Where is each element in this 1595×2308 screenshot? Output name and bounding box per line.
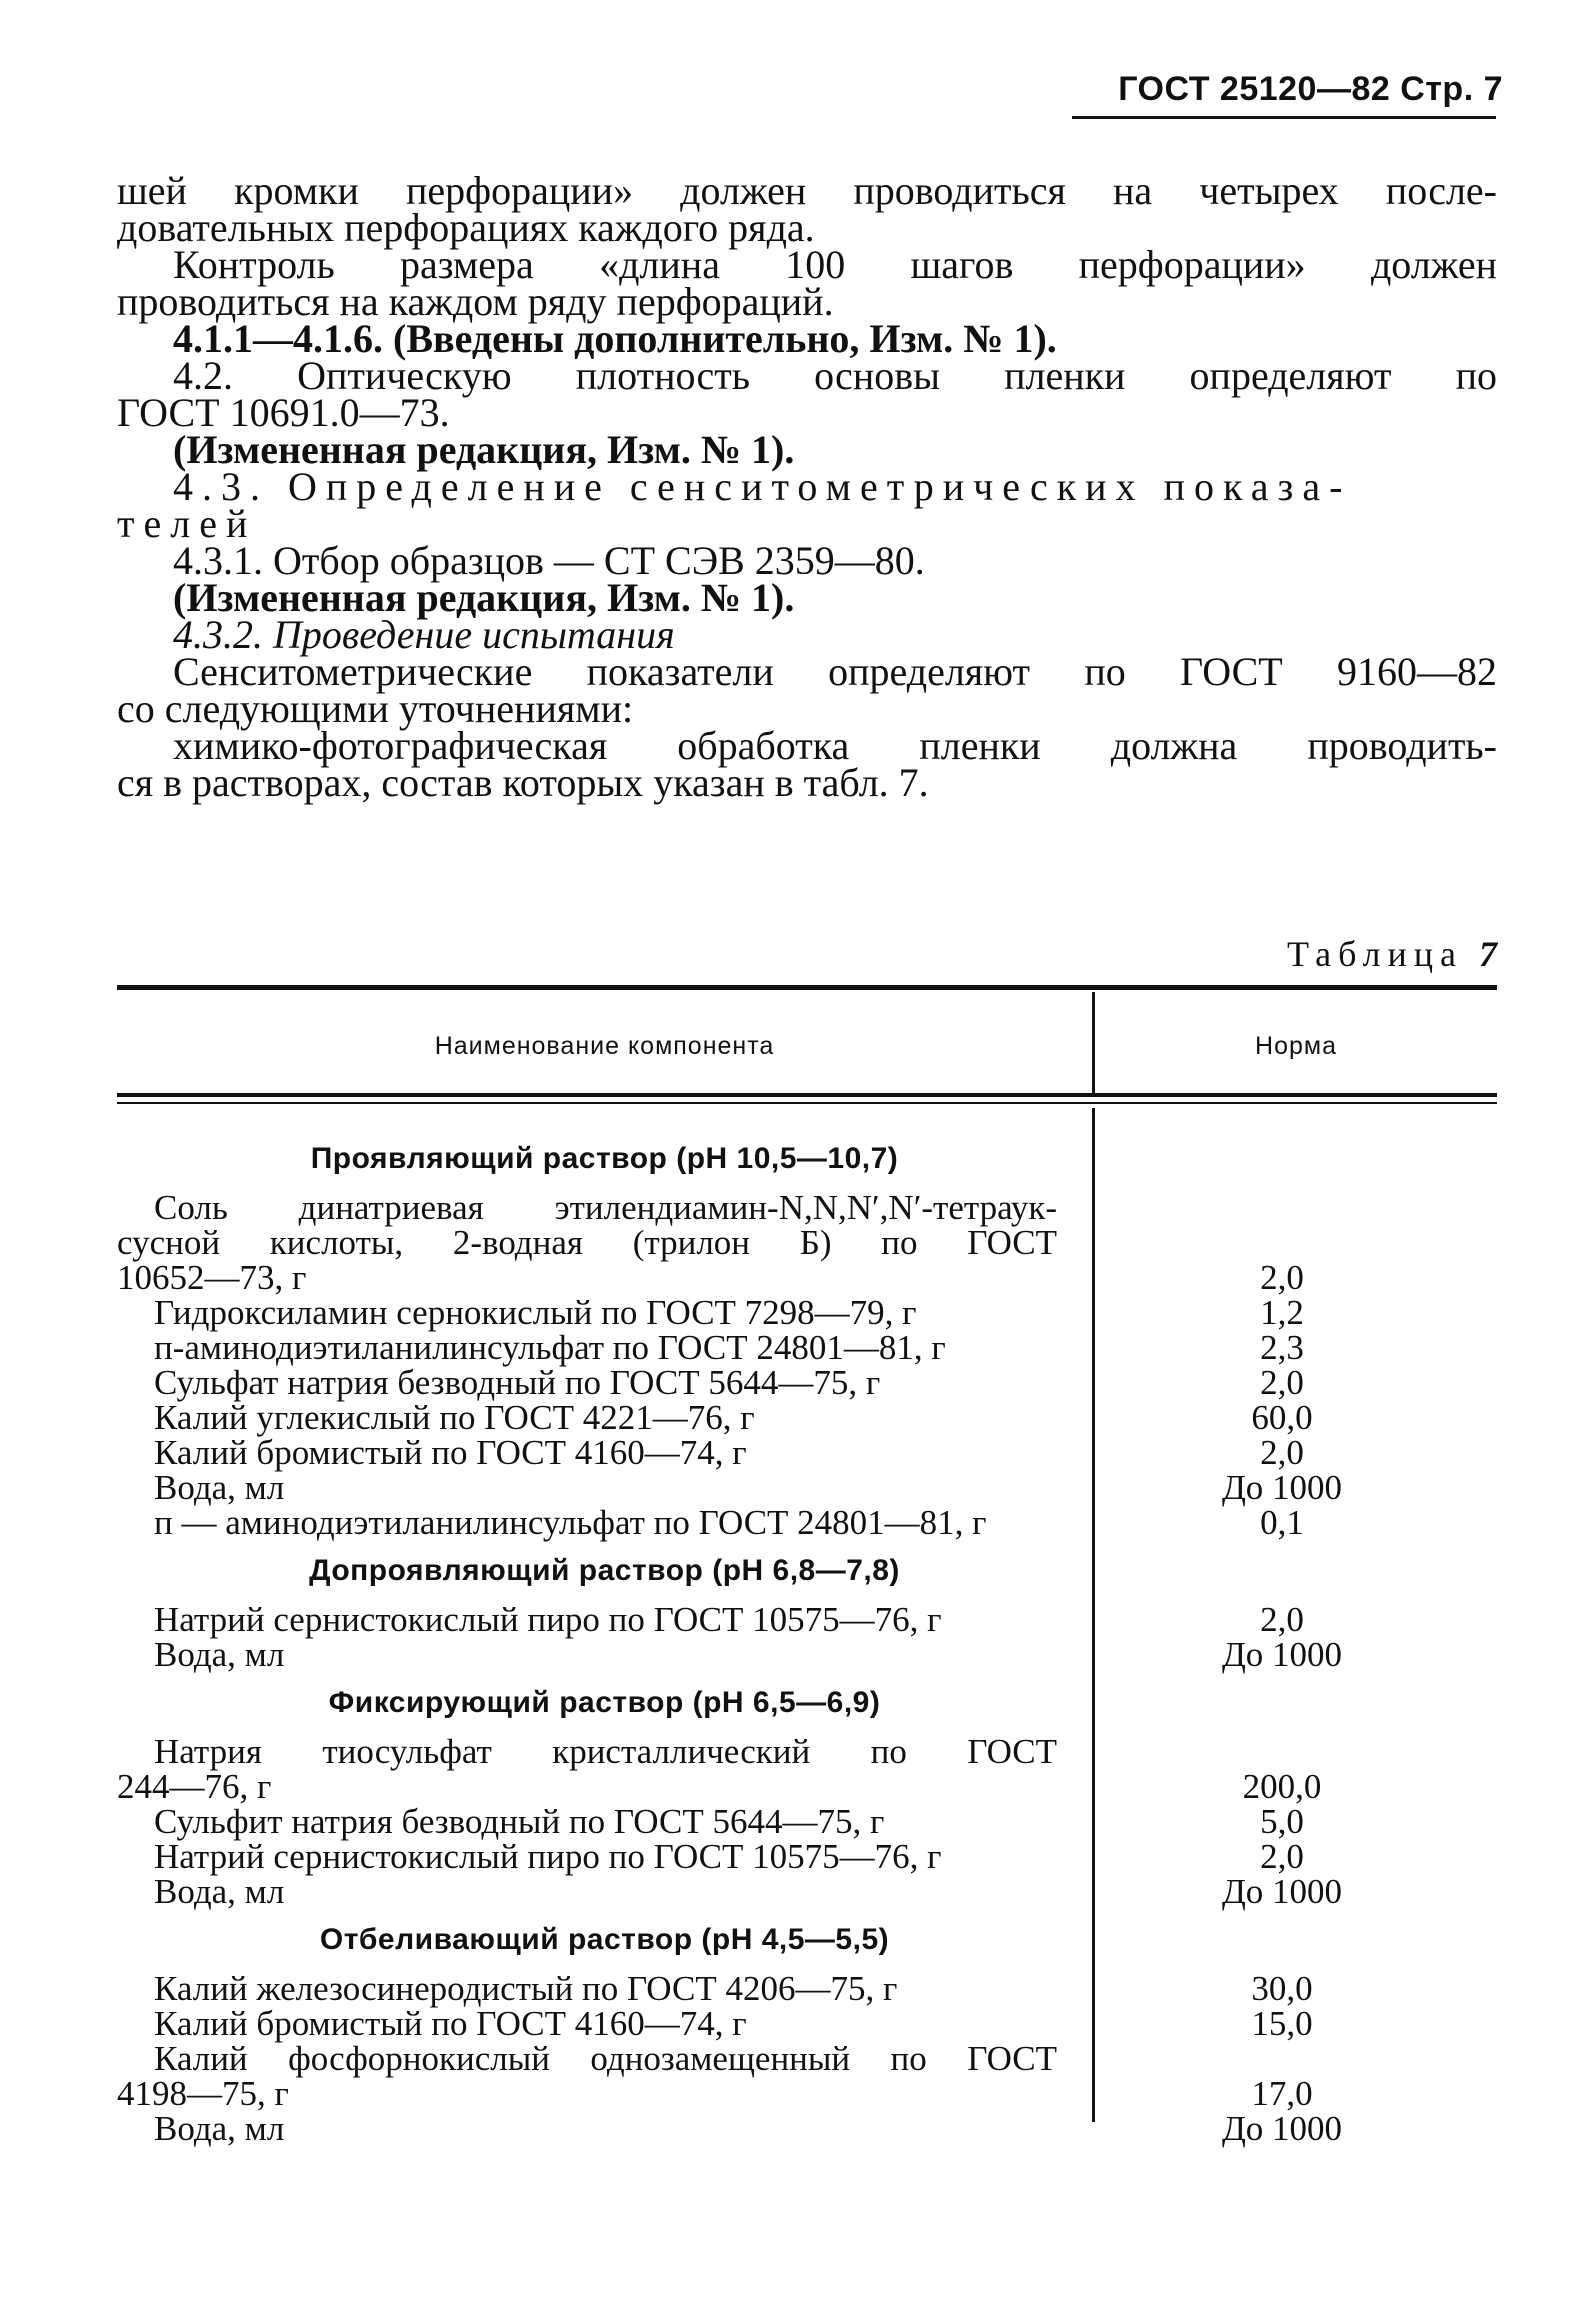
component-norm: До 1000 [1221,1468,1343,1507]
table-body [117,1128,1497,2146]
text-line: Сенситометрические показатели определяют по ГОСТ 9160—82 [173,649,1497,694]
component-norm: 17,0 [1251,2074,1313,2113]
table-row [117,1637,1497,1672]
table-row [117,1971,1497,2006]
table-row [117,2076,1497,2111]
component-name: Вода, мл [154,1872,285,1911]
text-line: проводиться на каждом ряду перфораций. [117,279,834,324]
component-name: Калий фосфорнокислый однозамещенный по ГОСТ [154,2039,1057,2078]
column-header-norm: Норма [1255,1032,1337,1060]
table-row [117,1470,1497,1505]
component-norm: До 1000 [1221,2109,1343,2148]
header-rule [1072,116,1496,119]
table-row [117,1602,1497,1637]
component-norm: 30,0 [1251,1969,1313,2008]
table-row [117,1225,1497,1260]
text-line: 4.3.1. Отбор образцов — СТ СЭВ 2359—80. [173,538,925,583]
section-header [117,1909,1497,1971]
section-header [117,1540,1497,1602]
table-top-rule [117,985,1497,990]
table-row [117,2041,1497,2076]
component-name: 10652—73, г [117,1258,307,1297]
component-name: Сульфат натрия безводный по ГОСТ 5644—75, г [154,1363,881,1402]
component-norm: 60,0 [1251,1398,1313,1437]
section-header [117,1128,1497,1190]
text-line: 4.2. Оптическую плотность основы пленки определяют по [173,353,1497,398]
table-caption-word: Таблица [1287,934,1463,974]
component-norm: 1,2 [1260,1293,1304,1332]
table-row [117,1839,1497,1874]
text-line: телей [117,501,257,546]
column-header-name: Наименование компонента [434,1032,775,1060]
table-row [117,1734,1497,1769]
component-name: Калий углекислый по ГОСТ 4221—76, г [154,1398,755,1437]
component-name: Гидроксиламин сернокислый по ГОСТ 7298—79, г [154,1293,917,1332]
table-row [117,1435,1497,1470]
component-name: Калий бромистый по ГОСТ 4160—74, г [154,1433,747,1472]
text-line: 4.3. Определение сенситометрических показа- [173,464,1352,509]
component-name: Вода, мл [154,1468,285,1507]
component-norm: 5,0 [1260,1802,1304,1841]
component-norm: До 1000 [1221,1635,1343,1674]
table-header-rule [117,1093,1497,1097]
component-name: 244—76, г [117,1767,272,1806]
component-norm: 2,0 [1260,1258,1304,1297]
component-name: Соль динатриевая этилендиамин-N,N,N′,N′-тетраук- [154,1188,1057,1227]
text-line: Контроль размера «длина 100 шагов перфорации» должен [173,242,1497,287]
table-row [117,1400,1497,1435]
text-line: 4.3.2. Проведение испытания [173,612,675,657]
component-norm: 2,0 [1260,1433,1304,1472]
text-line: химико-фотографическая обработка пленки должна проводить- [173,723,1497,768]
component-name: Сульфит натрия безводный по ГОСТ 5644—75, г [154,1802,885,1841]
table-row [117,1295,1497,1330]
table-row [117,2006,1497,2041]
text-line: ГОСТ 10691.0—73. [117,390,450,435]
component-norm: 2,0 [1260,1837,1304,1876]
table-row [117,1505,1497,1540]
text-line: (Измененная редакция, Изм. № 1). [173,427,795,472]
table-row [117,1365,1497,1400]
component-name: Натрий сернистокислый пиро по ГОСТ 10575—76, г [154,1600,942,1639]
component-norm: 15,0 [1251,2004,1313,2043]
component-name: Калий бромистый по ГОСТ 4160—74, г [154,2004,747,2043]
section-title: Допроявляющий раствор (рН 6,8—7,8) [309,1554,900,1587]
table-row [117,1769,1497,1804]
component-name: Натрия тиосульфат кристаллический по ГОСТ [154,1732,1057,1771]
text-line: (Измененная редакция, Изм. № 1). [173,575,795,620]
section-title: Проявляющий раствор (рН 10,5—10,7) [310,1142,899,1175]
component-norm: 2,0 [1260,1363,1304,1402]
table-row [117,1874,1497,1909]
component-norm: До 1000 [1221,1872,1343,1911]
page-header: ГОСТ 25120—82 Стр. 7 [1118,70,1503,108]
table-header-rule-thin [117,1102,1497,1104]
component-name: Вода, мл [154,1635,285,1674]
component-norm: 2,0 [1260,1600,1304,1639]
section-title: Фиксирующий раствор (рН 6,5—6,9) [328,1686,881,1719]
table-row [117,1804,1497,1839]
text-line: 4.1.1—4.1.6. (Введены дополнительно, Изм. № 1). [173,316,1057,361]
text-line: со следующими уточнениями: [117,686,634,731]
component-name: Натрий сернистокислый пиро по ГОСТ 10575—76, г [154,1837,942,1876]
body-text [117,168,1497,805]
text-line: ся в растворах, состав которых указан в табл. 7. [117,760,929,805]
section-title: Отбеливающий раствор (рН 4,5—5,5) [319,1923,890,1956]
table-caption [1287,933,1497,975]
table-row [117,2111,1497,2146]
component-name: Калий железосинеродистый по ГОСТ 4206—75, г [154,1969,898,2008]
table-row [117,1330,1497,1365]
table-row [117,1190,1497,1225]
component-name: п — аминодиэтиланилинсульфат по ГОСТ 24801—81, г [154,1503,987,1542]
component-norm: 0,1 [1260,1503,1304,1542]
section-header [117,1672,1497,1734]
table-caption-number: 7 [1479,934,1497,974]
component-norm: 2,3 [1260,1328,1304,1367]
component-norm: 200,0 [1242,1767,1322,1806]
text-line: довательных перфорациях каждого ряда. [117,205,815,250]
text-line: шей кромки перфорации» должен проводиться на четырех после- [117,168,1497,213]
component-name: сусной кислоты, 2-водная (трилон Б) по ГОСТ [117,1223,1057,1262]
component-name: 4198—75, г [117,2074,289,2113]
table-row [117,1260,1497,1295]
component-name: п-аминодиэтиланилинсульфат по ГОСТ 24801—81, г [154,1328,946,1367]
component-name: Вода, мл [154,2109,285,2148]
